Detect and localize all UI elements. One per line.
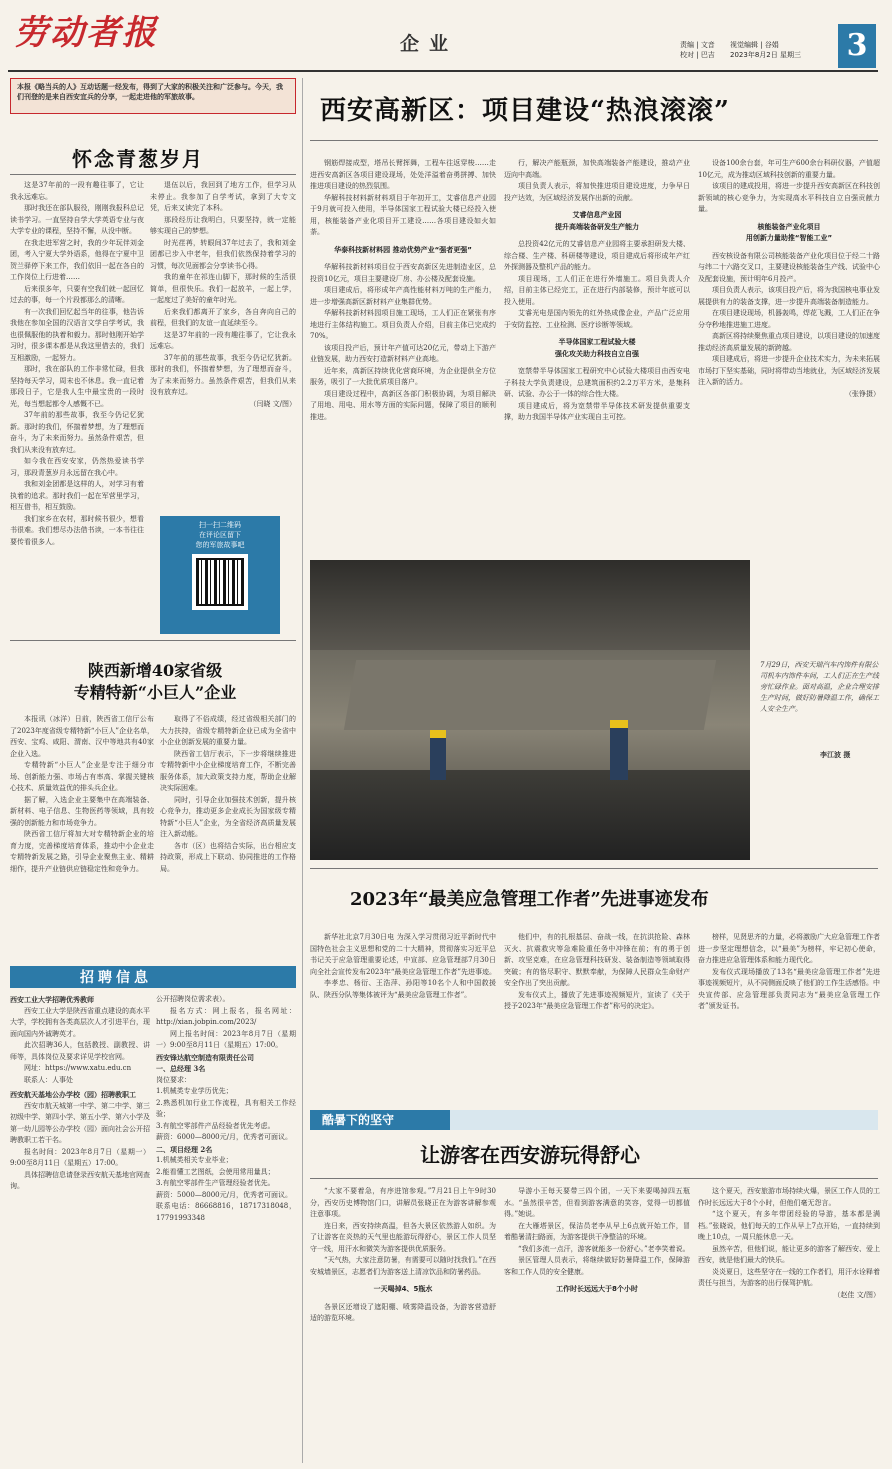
main-para: 该项目投产后，预计年产值可达20亿元，带动上下游产业链发展，助力西安打造新材料产业高地。 bbox=[310, 343, 496, 363]
heat-para: 虽然辛苦，但他们说，能让更多的游客了解西安、爱上西安，就是他们最大的快乐。 bbox=[698, 1244, 880, 1264]
photo-credit: 李江波 摄 bbox=[820, 750, 851, 759]
factory-photo bbox=[310, 560, 750, 860]
heat-para: 各景区还增设了遮阳棚、喷雾降温设备，为游客营造舒适的游览环境。 bbox=[310, 1302, 496, 1322]
notice-box: 本报《略当兵的人》互动话题一经发布，得到了大家的积极关注和广泛参与。今天，我们刊登的是来自西安宜兵的分享，一起走进他的军旅故事。 bbox=[10, 78, 296, 114]
recruit-col1 bbox=[10, 994, 150, 1460]
page-number: 3 bbox=[838, 24, 876, 68]
main-para: 在项目建设现场，机器轰鸣，焊花飞溅，工人们正在争分夺秒地推进施工进度。 bbox=[698, 309, 880, 329]
recruit-text: 联系人：人事处 bbox=[24, 1075, 73, 1084]
story1-para: 后来很多年，只要有空我们就一起回忆过去的事，每一个片段都那么的清晰。 bbox=[10, 284, 144, 304]
news2-title: 陕西新增40家省级 专精特新“小巨人”企业 bbox=[73, 661, 237, 702]
news2-col1 bbox=[10, 714, 154, 954]
news3-para: 他们中，有的扎根基层、奋战一线，在抗洪抢险、森林灭火、抗震救灾等急难险重任务中冲锋在前；有的勇于创新、攻坚克难，在应急管理科技研发、装备制造等领域取得突破；有的恪尽职守、默默奉献，为保障人民群众生命财产安全作出了突出贡献。 bbox=[504, 933, 690, 987]
heat-para: 这个夏天，西安旅游市场持续火爆，景区工作人员的工作时长远远大于8个小时，但他们毫无怨言。 bbox=[698, 1187, 880, 1207]
story1-title: 怀念青葱岁月 bbox=[72, 147, 204, 171]
heat-banner-label: 酷暑下的坚守 bbox=[310, 1110, 450, 1130]
editor-label: 责编 bbox=[680, 41, 694, 49]
divider bbox=[10, 640, 296, 641]
recruit-text: 一、总经理 3名 bbox=[156, 1064, 206, 1073]
main-para: 近年来，高新区持续优化营商环境，为企业提供全方位服务，吸引了一大批优质项目落户。 bbox=[310, 366, 496, 386]
news3-col2 bbox=[504, 932, 690, 1108]
story1-col1 bbox=[10, 180, 144, 625]
main-subhead: 半导体国家工程试验大楼 强化攻关助力科技自立自强 bbox=[555, 338, 639, 358]
main-para: 项目建设过程中，高新区各部门积极协调，为项目解决了用地、用电、用水等方面的实际问题，保障了项目的顺利推进。 bbox=[310, 389, 496, 421]
divider bbox=[310, 868, 878, 869]
editor-name: 文音 bbox=[700, 41, 715, 49]
recruit-text: 岗位要求： bbox=[156, 1075, 191, 1084]
masthead-rule bbox=[8, 70, 878, 72]
story1-para: 这是37年前的一段有趣往事了，它让我永远难忘。 bbox=[150, 330, 296, 350]
story1-col2 bbox=[150, 180, 296, 505]
main-para: 项目建成后，将进一步提升企业技术实力，为未来拓展市场打下坚实基础，同时将带动当地就业，为区域经济发展注入新的活力。 bbox=[698, 355, 880, 386]
main-title: 西安高新区：项目建设“热浪滚滚” bbox=[320, 96, 730, 126]
news2-para: 据了解，入选企业主要集中在高端装备、新材料、电子信息、生物医药等领域，具有较强的创新能力和市场竞争力。 bbox=[10, 795, 154, 827]
main-para: 该项目的建成投用，将进一步提升西安高新区在科技创新领域的核心竞争力，为实现高水平科技自立自强贡献力量。 bbox=[698, 182, 880, 213]
issue-date: 2023年8月2日 星期三 bbox=[730, 51, 801, 59]
story1-para: 后来我们都离开了家乡，各自奔向自己的前程，但我们的友谊一直延续至今。 bbox=[150, 307, 296, 327]
recruit-text: 薪资：5000—8000元/月，优秀者可面议。 bbox=[156, 1190, 292, 1199]
heat-subhead: 工作时长远远大于8个小时 bbox=[556, 1285, 638, 1293]
main-para: 项目建成后，将为宽禁带半导体技术研发提供重要支撑，助力我国半导体产业实现自主可控。 bbox=[504, 401, 690, 421]
recruit-text: 联系电话：86668816，18717318048，17791993348 bbox=[156, 1202, 296, 1222]
recruit-title: 招聘信息 bbox=[80, 970, 152, 986]
story1-para: 这是37年前的一段有趣往事了，它让我永远难忘。 bbox=[10, 181, 144, 201]
news3-col3 bbox=[698, 932, 880, 1108]
main-author: （张铮摄） bbox=[845, 389, 880, 398]
heat-banner bbox=[310, 1110, 878, 1130]
visual-editor-label: 视觉编辑 bbox=[730, 41, 758, 49]
story1-para: 退伍以后，我回到了地方工作，但学习从未停止。我参加了自学考试，拿到了大专文凭，后来又读完了本科。 bbox=[150, 181, 296, 212]
main-para: 华解科技新材料项目位于西安高新区先进制造业区，总投资10亿元，项目主要建设厂房、办公楼及配套设施。 bbox=[310, 263, 496, 283]
recruit-item-title: 西安工业大学招聘优秀教师 bbox=[10, 995, 94, 1004]
recruit-text: 3.有航空零部件产品经验者优先考虑。 bbox=[156, 1121, 275, 1130]
main-col3 bbox=[698, 158, 880, 556]
recruit-header bbox=[10, 966, 296, 988]
main-para: 项目建成后，将形成年产高性能材料万吨的生产能力，进一步增强高新区新材料产业集群优势。 bbox=[310, 286, 496, 306]
recruit-text: 2.能看懂工艺图纸，会使用常用量具； bbox=[156, 1167, 275, 1176]
heat-para: 在大雁塔景区，保洁员老李从早上6点就开始工作，冒着酷暑清扫路面，为游客提供干净整洁的环境。 bbox=[504, 1221, 690, 1241]
story1-para: 如今我在西安安家，仍然热爱读书学习，那段青葱岁月永远留在我心中。 bbox=[10, 457, 144, 477]
main-col2 bbox=[504, 158, 690, 556]
news3-para: 新华社北京7月30日电 为深入学习贯彻习近平新时代中国特色社会主义思想和党的二十大精神，贯彻落实习近平总书记关于应急管理重要论述，中宣部、应急管理部7月30日向全社会宣传发布2023年“最美应急管理工作者”先进事迹。 bbox=[310, 933, 496, 976]
proof-name: 巴吉 bbox=[700, 51, 715, 59]
recruit-text: 具体招聘信息请登录西安航天基地官网查询。 bbox=[10, 1170, 150, 1190]
story1-para: 我和刘金团都是这样的人，对学习有着执着的追求。那时我们一起在军营里学习，相互借书，相互鼓励。 bbox=[10, 480, 144, 511]
recruit-text: 薪资：6000—8000元/月，优秀者可面议。 bbox=[156, 1133, 292, 1141]
qr-code[interactable] bbox=[192, 554, 248, 610]
recruit-item-title: 西安锋达航空制造有限责任公司 bbox=[156, 1052, 254, 1062]
heat-title: 让游客在西安游玩得舒心 bbox=[420, 1143, 640, 1167]
main-para: 项目负责人表示，该项目投产后，将为我国核电事业发展提供有力的装备支撑，进一步提升高端装备制造能力。 bbox=[698, 286, 880, 306]
recruit-text: 西安工业大学是陕西省重点建设的高水平大学，学校拥有各类高层次人才引进平台，现面向国内外诚聘英才。 bbox=[10, 1006, 150, 1038]
recruit-text: 西安市航天城第一中学、第二中学、第三初级中学、第四小学、第五小学、第六小学及第一幼儿园等公办学校（园）面向社会公开招聘教职工若干名。 bbox=[10, 1101, 150, 1144]
heat-para: “天气热，大家注意防暑，有需要可以随时找我们。”在西安城墙景区，志愿者们为游客送上清凉饮品和防暑药品。 bbox=[310, 1256, 496, 1276]
news2-col2 bbox=[160, 714, 296, 954]
recruit-text: 公开招聘岗位需求表）。 bbox=[156, 995, 230, 1003]
news2-para: 同时，引导企业加强技术创新，提升核心竞争力，推动更多企业成长为国家级专精特新“小巨人”企业，为全省经济高质量发展注入新动能。 bbox=[160, 795, 296, 838]
newspaper-logo: 劳动者报 bbox=[14, 13, 158, 53]
news3-title: 2023年“最美应急管理工作者”先进事迹发布 bbox=[350, 889, 709, 910]
header-info-right: 视觉编辑 | 谷娟 2023年8月2日 星期三 bbox=[730, 41, 801, 59]
visual-editor-name: 谷娟 bbox=[764, 41, 779, 49]
main-para: 艾睿光电是国内领先的红外热成像企业，产品广泛应用于安防监控、工业检测、医疗诊断等领域。 bbox=[504, 309, 690, 329]
heat-col3 bbox=[698, 1186, 880, 1458]
heat-col2 bbox=[504, 1186, 690, 1458]
story1-para: 37年前的那些故事，我至今仍记忆犹新。那时的我们，怀揣着梦想，为了理想而奋斗，为了未来而努力。虽然条件艰苦，但我们从来没有放弃过。 bbox=[10, 411, 144, 454]
news3-para: 发布仪式现场播放了13名“最美应急管理工作者”先进事迹视频短片，从不同侧面反映了他们的工作生活感悟。中央宣传部、应急管理部负责同志为“最美应急管理工作者”颁发证书。 bbox=[698, 967, 880, 1010]
main-para: 西安核设备有限公司核能装备产业化项目位于经二十路与纬二十六路交叉口，主要建设核能装备生产线、试验中心及配套设施，预计明年6月投产。 bbox=[698, 251, 880, 283]
news2-para: 各市（区）也将结合实际，出台相应支持政策，形成上下联动、协同推进的工作格局。 bbox=[160, 841, 296, 873]
recruit-text: 报名方式：网上报名，报名网址：http://xian.jobpin.com/2023/ bbox=[156, 1006, 296, 1026]
heat-para: 炎炎夏日，这些坚守在一线的工作者们，用汗水诠释着责任与担当，为游客的出行保驾护航。 bbox=[698, 1267, 880, 1287]
main-para: 设备100余台套，年可生产600余台科研仪器，产值超10亿元，成为推动区域科技创新的重要力量。 bbox=[698, 159, 880, 179]
proof-label: 校对 bbox=[680, 51, 694, 59]
column-divider bbox=[302, 78, 303, 1463]
main-col1 bbox=[310, 158, 496, 556]
heat-rule bbox=[310, 1178, 878, 1179]
recruit-text: 1.机械类专业学历优先； bbox=[156, 1087, 233, 1095]
section-name: 企业 bbox=[400, 33, 459, 55]
news3-para: 榜样，见贤思齐的力量，必将激励广大应急管理工作者进一步坚定理想信念，以“最美”为榜样，牢记初心使命，奋力推进应急管理体系和能力现代化。 bbox=[698, 933, 880, 964]
story1-para: 我们家乡在农村，那时候书很少，想看书很难。我们想尽办法借书读，一本书往往要传看很多人。 bbox=[10, 514, 144, 546]
news3-para: 发布仪式上，播放了先进事迹视频短片，宣读了《关于授予2023年“最美应急管理工作者”称号的决定》。 bbox=[504, 990, 690, 1010]
story1-para: 那时，我在部队的工作非常忙碌，但我坚持每天学习，周末也不休息。我一直记着那段日子，它是我人生中最宝贵的一段时光，每当想起都令人感慨不已。 bbox=[10, 365, 144, 408]
heat-author: （赵佳 文/图） bbox=[833, 1290, 880, 1299]
main-para: 宽禁带半导体国家工程研究中心试验大楼项目由西安电子科技大学负责建设，总建筑面积约2.2万平方米，是集科研、试验、办公于一体的综合性大楼。 bbox=[504, 367, 690, 398]
main-para: 项目负责人表示，将加快推进项目建设进度，力争早日投产达效，为区域经济发展作出新的贡献。 bbox=[504, 182, 690, 202]
story1-para: 在我走进军营之时，我的少年玩伴刘金团，考入宁夏大学外语系，他得在宁夏中卫贺兰驿停下来工作，我们依旧一起在各自的工作岗位上行进着…… bbox=[10, 238, 144, 281]
main-title-rule bbox=[310, 140, 878, 141]
recruit-item-title: 西安航天基地公办学校（园）招聘教职工 bbox=[10, 1090, 136, 1099]
recruit-col2 bbox=[156, 994, 296, 1460]
news2-para: 陕西省工信厅表示，下一步将继续推进专精特新中小企业梯度培育工作，不断完善服务体系，加大政策支持力度，帮助企业解决实际困难。 bbox=[160, 749, 296, 792]
main-para: 总投资42亿元的艾睿信息产业园将主要承担研发大楼、综合楼、生产楼、科研楼等建设，项目建成后将形成年产红外探测器及整机产品的能力。 bbox=[504, 240, 690, 271]
story1-para: 我的童年在祁连山脚下，那时候的生活很简单，但很快乐。我们一起放羊，一起上学，一起度过了美好的童年时光。 bbox=[150, 273, 296, 304]
masthead bbox=[0, 0, 892, 72]
main-subhead: 华泰科技新材料园 推动优势产业“强者更强” bbox=[334, 245, 472, 254]
news2-para: 陕西省工信厅将加大对专精特新企业的培育力度，完善梯度培育体系，推动中小企业走专精特新发展之路，引导企业聚焦主业、精耕细作，提升产业链供应链稳定性和竞争力。 bbox=[10, 830, 154, 873]
main-para: 项目现场，工人们正在进行外墙施工。项目负责人介绍，目前主体已经完工，正在进行内部装修，预计年底可以投入使用。 bbox=[504, 274, 690, 306]
heat-para: 连日来，西安持续高温，但各大景区依然游人如织。为了让游客在炎热的天气里也能游玩得舒心，景区工作人员坚守一线，用汗水和微笑为游客提供优质服务。 bbox=[310, 1221, 496, 1253]
qr-caption: 扫一扫二维码 在评论区留下 您的军旅故事吧 bbox=[195, 521, 245, 549]
heat-para: 导游小王每天要带三四个团，一天下来要喝掉四五瓶水。“虽然很辛苦，但看到游客满意的笑容，觉得一切都值得。”她说。 bbox=[504, 1187, 690, 1218]
story1-para: 时光荏苒，转眼间37年过去了，我和刘金团都已步入中老年，但我们依然保持着学习的习惯，每次见面都会分享读书心得。 bbox=[150, 238, 296, 270]
heat-para: “我们多流一点汗，游客就能多一份舒心。”老李笑着说。 bbox=[518, 1244, 690, 1253]
recruit-text: 网址：https://www.xatu.edu.cn bbox=[24, 1064, 132, 1072]
recruit-text: 1.机械类相关专业毕业； bbox=[156, 1156, 233, 1164]
news3-para: 李孝忠、杨衍、王浩萍、孙阳等10名个人和中国救援队、陕西分队等集体被评为“最美应急管理工作者”。 bbox=[310, 979, 496, 999]
news2-para: 取得了不俗成绩，经过省级相关部门的大力扶持，省级专精特新企业已成为全省中小企业创新发展的重要力量。 bbox=[160, 715, 296, 746]
recruit-text: 二、项目经理 2名 bbox=[156, 1144, 213, 1154]
story1-rule bbox=[10, 174, 296, 175]
story1-para: 那时我还在部队服役，刚刚我报科总记读书学习。一直坚持自学大学英语专业与夜大学专业的课程，坚持不懈，从没中断。 bbox=[10, 204, 144, 235]
main-para: 华解科技材料新材料项目于年初开工，艾睿信息产业园于9月就可投入使用，半导体国家工程试验大楼已经投入使用，核能装备产业化项目开工建设……各项目建设如火如荼。 bbox=[310, 193, 496, 236]
news2-para: 本报讯（冰洋）日前，陕西省工信厅公布了2023年度省级专精特新“小巨人”企业名单，西安、宝鸡、咸阳、渭南、汉中等地共有40家企业入选。 bbox=[10, 715, 154, 758]
recruit-text: 网上报名时间：2023年8月7日（星期一）9:00至8月11日（星期五）17:00。 bbox=[156, 1029, 296, 1049]
recruit-text: 2.熟悉机加行业工作流程，具有相关工作经验； bbox=[156, 1098, 296, 1118]
main-subhead: 艾睿信息产业园 提升高端装备研发生产能力 bbox=[555, 211, 639, 231]
story1-para: 那段经历让我明白，只要坚持，就一定能够实现自己的梦想。 bbox=[150, 215, 296, 235]
news3-col1 bbox=[310, 932, 496, 1108]
recruit-text: 报名时间：2023年8月7日（星期一）9:00至8月11日（星期五）17:00。 bbox=[10, 1147, 150, 1167]
news2-para: 专精特新“小巨人”企业是专注于细分市场、创新能力强、市场占有率高、掌握关键核心技术、质量效益优的排头兵企业。 bbox=[10, 761, 154, 792]
heat-para: “大家不要着急，有序进馆参观。”7月21日上午9时30分，西安历史博物馆门口，讲解员张晓正在为游客讲解参观注意事项。 bbox=[310, 1187, 496, 1218]
header-info-left: 责编 | 文音 校对 | 巴吉 bbox=[680, 41, 715, 59]
main-para: 华解科技新材料园项目施工现场，工人们正在紧张有序地进行主体结构施工。项目负责人介绍，目前主体已完成约70%。 bbox=[310, 309, 496, 340]
main-subhead: 核能装备产业化项目 用创新力量助推“智能工业” bbox=[745, 222, 833, 242]
photo-caption: 7月29日，西安天瑞汽车内饰件有限公司机车内饰件车间，工人们正在生产线旁忙碌作业。面对高温，企业合理安排生产时间，做好防暑降温工作，确保工人安全生产。 bbox=[760, 661, 879, 713]
heat-para: 景区管理人员表示，将继续做好防暑降温工作，保障游客和工作人员的安全健康。 bbox=[504, 1256, 690, 1276]
story1-para: 37年前的那些故事，我至今仍记忆犹新。那时的我们，怀揣着梦想，为了理想而奋斗，为了未来而努力。虽然条件艰苦，但我们从来没有放弃过。 bbox=[150, 353, 296, 396]
main-para: 行，解决产能瓶颈，加快高端装备产能建设，推动产业迈向中高端。 bbox=[504, 159, 690, 179]
main-para: 钢筋焊接成型，塔吊长臂挥舞，工程车往返穿梭……走进西安高新区各项目建设现场，处处洋溢着奋勇拼搏、加快推进项目建设的热烈氛围。 bbox=[310, 159, 496, 190]
qr-panel bbox=[160, 516, 280, 634]
heat-para: “这个夏天，有多年带团经验的导游，基本都是满档。”张晓说，他们每天的工作从早上7点开始，一直持续到晚上10点，一周只能休息一天。 bbox=[698, 1210, 880, 1241]
recruit-text: 3.有航空零部件生产管理经验者优先。 bbox=[156, 1179, 275, 1187]
main-para: 高新区将持续聚焦重点项目建设，以项目建设的加速度推动经济高质量发展的新跨越。 bbox=[698, 332, 880, 352]
recruit-text: 此次招聘36人，包括教授、副教授、讲师等，具体岗位及要求详见学校官网。 bbox=[10, 1041, 150, 1061]
heat-subhead: 一天喝掉4、5瓶水 bbox=[373, 1285, 433, 1293]
story1-para: 有一次我们回忆起当年的往事，他告诉我他在参加全国的汉语言文学自学考试，我也很佩服他的执着和毅力。那时他刚开始学习时，很多课本都是从我这里借去的，我们互相激励，一起努力。 bbox=[10, 307, 144, 362]
heat-col1 bbox=[310, 1186, 496, 1458]
story1-author: （闫晓 文/图） bbox=[249, 399, 296, 408]
